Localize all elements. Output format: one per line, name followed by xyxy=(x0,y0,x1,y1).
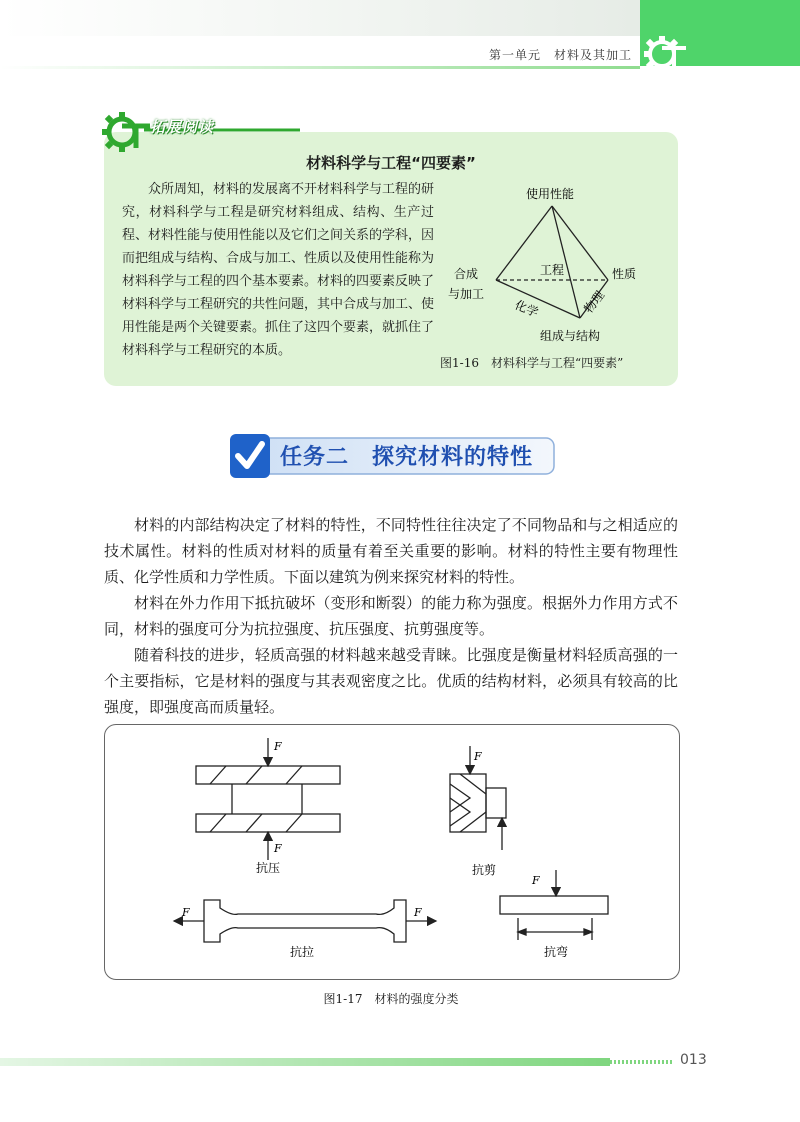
header-band xyxy=(0,0,640,36)
label-processing: 与加工 xyxy=(448,287,485,301)
task-title: 任务二 探究材料的特性 xyxy=(280,445,534,470)
label-shear: 抗剪 xyxy=(472,863,497,877)
section-title: 第一单元 材料及其加工 xyxy=(488,48,632,62)
page-number: 013 xyxy=(680,1052,707,1068)
bending-diagram xyxy=(500,870,608,940)
figure-1-16-caption: 图1-16 材料科学与工程“四要素” xyxy=(440,356,624,370)
label-synthesis: 合成 xyxy=(454,267,479,281)
gear-icon xyxy=(102,112,150,152)
label-use-performance: 使用性能 xyxy=(526,187,575,201)
tension-diagram xyxy=(174,900,436,942)
reading-paragraph: 众所周知，材料的发展离不开材料科学与工程的研究，材料科学与工程是研究材料组成、结构、生产过程、材料性能与使用性能以及它们之间关系的学科，因而把组成与结构、合成与加工、性质以及使用性能称为材料科学与工程的四个基本要素。材料的四要素反映了材料科学与工程研究的共性问题，其中合成与加工、使用性能是两个关键要素。抓住了这四个要素，就抓住了材料科学与工程研究的本质。 xyxy=(122,182,435,358)
label-compression: 抗压 xyxy=(256,861,281,875)
body-paragraph-2: 材料在外力作用下抵抗破坏（变形和断裂）的能力称为强度。根据外力作用方式不同，材料的强度可分为抗拉强度、抗压强度、抗剪强度等。 xyxy=(104,594,678,638)
label-properties: 性质 xyxy=(612,267,637,281)
checkmark-icon xyxy=(230,434,270,478)
footer-rule xyxy=(0,1058,610,1066)
force-label-compression-bottom: F xyxy=(274,842,282,855)
force-label-tension-right: F xyxy=(414,906,422,919)
edge-label-chemistry: 化学 xyxy=(512,297,541,320)
strength-figure xyxy=(104,724,678,978)
body-paragraph-1: 材料的内部结构决定了材料的特性，不同特性往往决定了不同物品和与之相适应的技术属性。材料的性质对材料的质量有着至关重要的影响。材料的特性主要有物理性质、化学性质和力学性质。下面以建筑为例来探究材料的特性。 xyxy=(104,516,678,586)
body-paragraph-3: 随着科技的进步，轻质高强的材料越来越受青睐。比强度是衡量材料轻质高强的一个主要指标，它是材料的强度与其表观密度之比。优质的结构材料，必须具有较高的比强度，即强度高而质量轻。 xyxy=(104,646,678,716)
edge-label-engineering: 工程 xyxy=(540,263,565,277)
gear-icon xyxy=(642,34,688,74)
compression-diagram xyxy=(196,738,340,860)
header-rule xyxy=(0,66,640,69)
force-label-bending: F xyxy=(532,874,540,887)
footer-rule-dots xyxy=(610,1060,674,1064)
force-label-shear: F xyxy=(474,750,482,763)
label-bending: 抗弯 xyxy=(544,945,569,959)
force-label-compression-top: F xyxy=(274,740,282,753)
reading-heading: 材料科学与工程“四要素” xyxy=(306,154,476,172)
figure-1-17-caption: 图1-17 材料的强度分类 xyxy=(323,992,459,1006)
label-composition-structure: 组成与结构 xyxy=(540,329,601,343)
label-tension: 抗拉 xyxy=(290,945,315,959)
tetrahedron-figure xyxy=(440,180,660,352)
reading-badge-label: 拓展阅读 xyxy=(150,118,215,136)
edge-label-physics: 物理 xyxy=(581,288,608,316)
force-label-tension-left: F xyxy=(182,906,190,919)
